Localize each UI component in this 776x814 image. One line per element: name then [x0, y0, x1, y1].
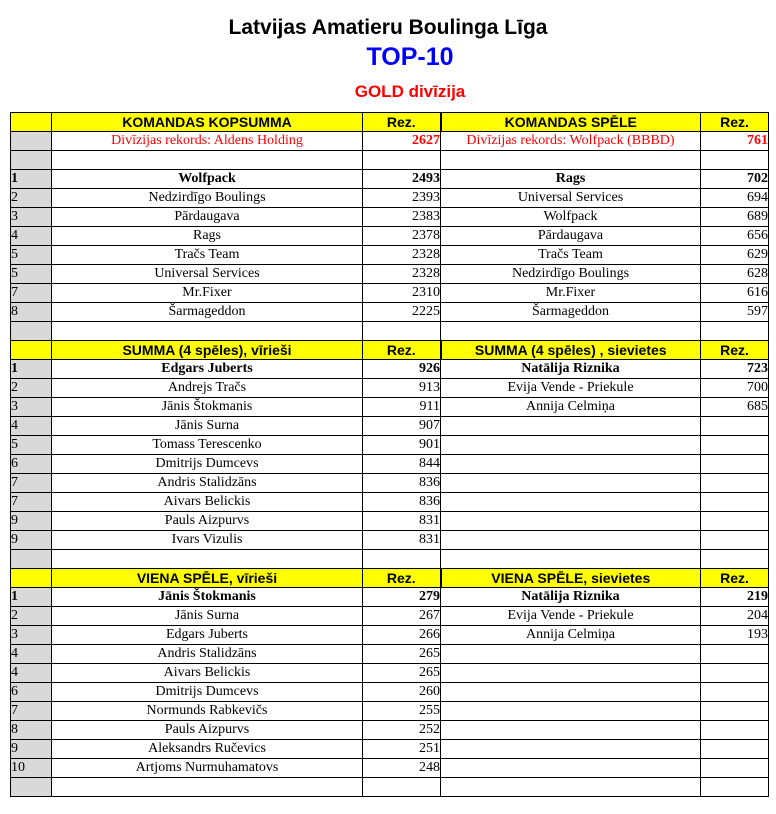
header-rank-cell: [11, 569, 52, 588]
table-row: [11, 588, 769, 607]
division-title: GOLD divīzija: [354, 82, 466, 101]
header-rank-cell: [11, 341, 52, 360]
left-name-cell: Wolfpack: [52, 170, 363, 189]
right-score-cell: 685: [701, 398, 769, 417]
table-row: [11, 740, 769, 759]
rank-cell: 5: [11, 246, 52, 265]
table-row: [11, 303, 769, 322]
right-name-cell: Natālija Riznika: [441, 588, 701, 607]
table-row: [11, 512, 769, 531]
table-row: [11, 759, 769, 778]
left-score-cell: 831: [363, 531, 441, 550]
table-row: [11, 436, 769, 455]
score-cell: [363, 322, 441, 341]
left-score-cell: 836: [363, 493, 441, 512]
left-record-value: 2627: [363, 132, 441, 151]
score-cell: [363, 778, 441, 797]
left-name-cell: Rags: [52, 227, 363, 246]
right-score-cell: [701, 531, 769, 550]
left-score-cell: 907: [363, 417, 441, 436]
left-name-cell: Pauls Aizpurvs: [52, 512, 363, 531]
left-score-cell: 265: [363, 664, 441, 683]
result-header-right: Rez.: [701, 113, 769, 132]
right-name-cell: [441, 721, 701, 740]
name-cell: [52, 778, 363, 797]
rank-cell: 6: [11, 455, 52, 474]
left-score-cell: 2225: [363, 303, 441, 322]
rank-cell: 4: [11, 664, 52, 683]
left-score-cell: 279: [363, 588, 441, 607]
right-name-cell: Nedzirdīgo Boulings: [441, 265, 701, 284]
left-score-cell: 913: [363, 379, 441, 398]
left-score-cell: 252: [363, 721, 441, 740]
left-name-cell: Tračs Team: [52, 246, 363, 265]
name-cell: [441, 322, 701, 341]
right-name-cell: [441, 683, 701, 702]
right-name-cell: Pārdaugava: [441, 227, 701, 246]
left-score-cell: 926: [363, 360, 441, 379]
rank-cell: 4: [11, 417, 52, 436]
left-score-cell: 2378: [363, 227, 441, 246]
rank-cell: 4: [11, 645, 52, 664]
left-score-cell: 2393: [363, 189, 441, 208]
result-header-right: Rez.: [701, 569, 769, 588]
table-row: [11, 626, 769, 645]
left-score-cell: 266: [363, 626, 441, 645]
left-name-cell: Tomass Terescenko: [52, 436, 363, 455]
table-row: [11, 683, 769, 702]
right-name-cell: [441, 493, 701, 512]
name-cell: [52, 151, 363, 170]
right-name-cell: Šarmageddon: [441, 303, 701, 322]
table-row: [11, 379, 769, 398]
rank-cell: 6: [11, 683, 52, 702]
rank-cell: 7: [11, 493, 52, 512]
result-header-left: Rez.: [363, 341, 441, 360]
right-name-cell: Mr.Fixer: [441, 284, 701, 303]
rank-cell: 7: [11, 474, 52, 493]
result-header-left: Rez.: [363, 569, 441, 588]
rank-cell: [11, 550, 52, 569]
right-name-cell: [441, 531, 701, 550]
right-score-cell: 689: [701, 208, 769, 227]
table-row: [11, 664, 769, 683]
section-header: [11, 569, 769, 588]
table-row: [11, 189, 769, 208]
page-subtitle: TOP-10: [366, 43, 454, 71]
left-name-cell: Artjoms Nurmuhamatovs: [52, 759, 363, 778]
right-score-cell: [701, 474, 769, 493]
header-rank-cell: [11, 113, 52, 132]
right-name-cell: [441, 740, 701, 759]
right-record-label: Divīzijas rekords: Wolfpack (BBBD): [441, 132, 701, 151]
left-name-cell: Nedzirdīgo Boulings: [52, 189, 363, 208]
left-name-cell: Edgars Juberts: [52, 626, 363, 645]
right-score-cell: 656: [701, 227, 769, 246]
right-score-cell: [701, 455, 769, 474]
left-name-cell: Šarmageddon: [52, 303, 363, 322]
right-name-cell: [441, 436, 701, 455]
right-score-cell: [701, 512, 769, 531]
table-row: [11, 208, 769, 227]
results-table: [10, 112, 769, 797]
left-name-cell: Mr.Fixer: [52, 284, 363, 303]
right-name-cell: [441, 512, 701, 531]
right-score-cell: [701, 645, 769, 664]
left-name-cell: Aivars Belickis: [52, 493, 363, 512]
right-score-cell: [701, 417, 769, 436]
rank-cell: 4: [11, 227, 52, 246]
right-name-cell: Wolfpack: [441, 208, 701, 227]
left-name-cell: Jānis Surna: [52, 607, 363, 626]
right-name-cell: [441, 759, 701, 778]
left-name-cell: Pārdaugava: [52, 208, 363, 227]
rank-cell: 1: [11, 170, 52, 189]
left-name-cell: Jānis Surna: [52, 417, 363, 436]
name-cell: [441, 550, 701, 569]
section-header: [11, 341, 769, 360]
left-score-cell: 831: [363, 512, 441, 531]
right-score-cell: 616: [701, 284, 769, 303]
table-row: [11, 455, 769, 474]
right-score-cell: 628: [701, 265, 769, 284]
table-row: [11, 474, 769, 493]
left-name-cell: Andrejs Tračs: [52, 379, 363, 398]
left-name-cell: Aleksandrs Ručevics: [52, 740, 363, 759]
rank-cell: [11, 132, 52, 151]
rank-cell: 1: [11, 588, 52, 607]
right-score-cell: [701, 436, 769, 455]
table-row: [11, 417, 769, 436]
rank-cell: 10: [11, 759, 52, 778]
right-score-cell: [701, 759, 769, 778]
right-score-cell: [701, 493, 769, 512]
right-name-cell: [441, 702, 701, 721]
right-score-cell: 723: [701, 360, 769, 379]
right-name-cell: [441, 455, 701, 474]
spacer-row: [11, 550, 769, 569]
left-name-cell: Dmitrijs Dumcevs: [52, 683, 363, 702]
rank-cell: 5: [11, 265, 52, 284]
name-cell: [441, 151, 701, 170]
table-row: [11, 246, 769, 265]
rank-cell: 3: [11, 626, 52, 645]
right-name-cell: [441, 664, 701, 683]
left-name-cell: Pauls Aizpurvs: [52, 721, 363, 740]
left-score-cell: 911: [363, 398, 441, 417]
right-score-cell: 702: [701, 170, 769, 189]
right-name-cell: [441, 645, 701, 664]
right-score-cell: 694: [701, 189, 769, 208]
left-name-cell: Normunds Rabkevičs: [52, 702, 363, 721]
page-title: Latvijas Amatieru Boulinga Līga: [228, 16, 548, 39]
left-name-cell: Universal Services: [52, 265, 363, 284]
section-title-right: KOMANDAS SPĒLE: [441, 113, 701, 132]
table-row: [11, 607, 769, 626]
right-name-cell: [441, 417, 701, 436]
left-score-cell: 248: [363, 759, 441, 778]
left-score-cell: 255: [363, 702, 441, 721]
left-score-cell: 836: [363, 474, 441, 493]
right-score-cell: 597: [701, 303, 769, 322]
spacer-row: [11, 778, 769, 797]
rank-cell: 9: [11, 740, 52, 759]
left-name-cell: Jānis Štokmanis: [52, 588, 363, 607]
left-name-cell: Andris Stalidzāns: [52, 474, 363, 493]
rank-cell: 8: [11, 721, 52, 740]
table-row: [11, 284, 769, 303]
right-score-cell: 219: [701, 588, 769, 607]
name-cell: [441, 778, 701, 797]
rank-cell: 8: [11, 303, 52, 322]
score-cell: [701, 778, 769, 797]
rank-cell: 3: [11, 208, 52, 227]
left-score-cell: 251: [363, 740, 441, 759]
right-score-cell: [701, 721, 769, 740]
rank-cell: [11, 322, 52, 341]
right-name-cell: Rags: [441, 170, 701, 189]
division-record-row: [11, 132, 769, 151]
table-row: [11, 398, 769, 417]
left-score-cell: 2493: [363, 170, 441, 189]
spacer-row: [11, 322, 769, 341]
table-row: [11, 645, 769, 664]
right-name-cell: Universal Services: [441, 189, 701, 208]
left-score-cell: 2328: [363, 265, 441, 284]
right-score-cell: 193: [701, 626, 769, 645]
left-score-cell: 267: [363, 607, 441, 626]
left-record-label: Divīzijas rekords: Aldens Holding: [52, 132, 363, 151]
rank-cell: [11, 151, 52, 170]
right-name-cell: Evija Vende - Priekule: [441, 379, 701, 398]
right-score-cell: [701, 664, 769, 683]
left-name-cell: Jānis Štokmanis: [52, 398, 363, 417]
rank-cell: 9: [11, 531, 52, 550]
table-row: [11, 265, 769, 284]
rank-cell: 7: [11, 284, 52, 303]
score-cell: [363, 151, 441, 170]
rank-cell: 1: [11, 360, 52, 379]
section-title-right: SUMMA (4 spēles) , sievietes: [441, 341, 701, 360]
right-name-cell: Tračs Team: [441, 246, 701, 265]
left-name-cell: Aivars Belickis: [52, 664, 363, 683]
right-score-cell: [701, 740, 769, 759]
left-name-cell: Edgars Juberts: [52, 360, 363, 379]
right-name-cell: Natālija Riznika: [441, 360, 701, 379]
left-name-cell: Dmitrijs Dumcevs: [52, 455, 363, 474]
table-row: [11, 531, 769, 550]
table-row: [11, 170, 769, 189]
right-name-cell: [441, 474, 701, 493]
rank-cell: 2: [11, 189, 52, 208]
right-score-cell: [701, 702, 769, 721]
score-cell: [701, 151, 769, 170]
right-score-cell: 700: [701, 379, 769, 398]
left-name-cell: Andris Stalidzāns: [52, 645, 363, 664]
left-score-cell: 901: [363, 436, 441, 455]
left-score-cell: 2310: [363, 284, 441, 303]
left-score-cell: 260: [363, 683, 441, 702]
rank-cell: 9: [11, 512, 52, 531]
section-title-left: VIENA SPĒLE, vīrieši: [52, 569, 363, 588]
score-cell: [363, 550, 441, 569]
right-name-cell: Annija Celmiņa: [441, 626, 701, 645]
result-header-right: Rez.: [701, 341, 769, 360]
section-header: [11, 113, 769, 132]
right-score-cell: 204: [701, 607, 769, 626]
right-score-cell: 629: [701, 246, 769, 265]
rank-cell: 2: [11, 379, 52, 398]
table-row: [11, 721, 769, 740]
table-row: [11, 493, 769, 512]
score-cell: [701, 322, 769, 341]
left-score-cell: 2328: [363, 246, 441, 265]
section-title-left: SUMMA (4 spēles), vīrieši: [52, 341, 363, 360]
right-record-value: 761: [701, 132, 769, 151]
result-header-left: Rez.: [363, 113, 441, 132]
table-row: [11, 360, 769, 379]
right-name-cell: Annija Celmiņa: [441, 398, 701, 417]
left-score-cell: 265: [363, 645, 441, 664]
score-cell: [701, 550, 769, 569]
right-name-cell: Evija Vende - Priekule: [441, 607, 701, 626]
table-row: [11, 702, 769, 721]
rank-cell: 3: [11, 398, 52, 417]
section-title-right: VIENA SPĒLE, sievietes: [441, 569, 701, 588]
left-score-cell: 844: [363, 455, 441, 474]
section-title-left: KOMANDAS KOPSUMMA: [52, 113, 363, 132]
rank-cell: 5: [11, 436, 52, 455]
rank-cell: 2: [11, 607, 52, 626]
left-name-cell: Ivars Vizulis: [52, 531, 363, 550]
rank-cell: 7: [11, 702, 52, 721]
left-score-cell: 2383: [363, 208, 441, 227]
name-cell: [52, 322, 363, 341]
rank-cell: [11, 778, 52, 797]
right-score-cell: [701, 683, 769, 702]
table-row: [11, 227, 769, 246]
name-cell: [52, 550, 363, 569]
spacer-row: [11, 151, 769, 170]
